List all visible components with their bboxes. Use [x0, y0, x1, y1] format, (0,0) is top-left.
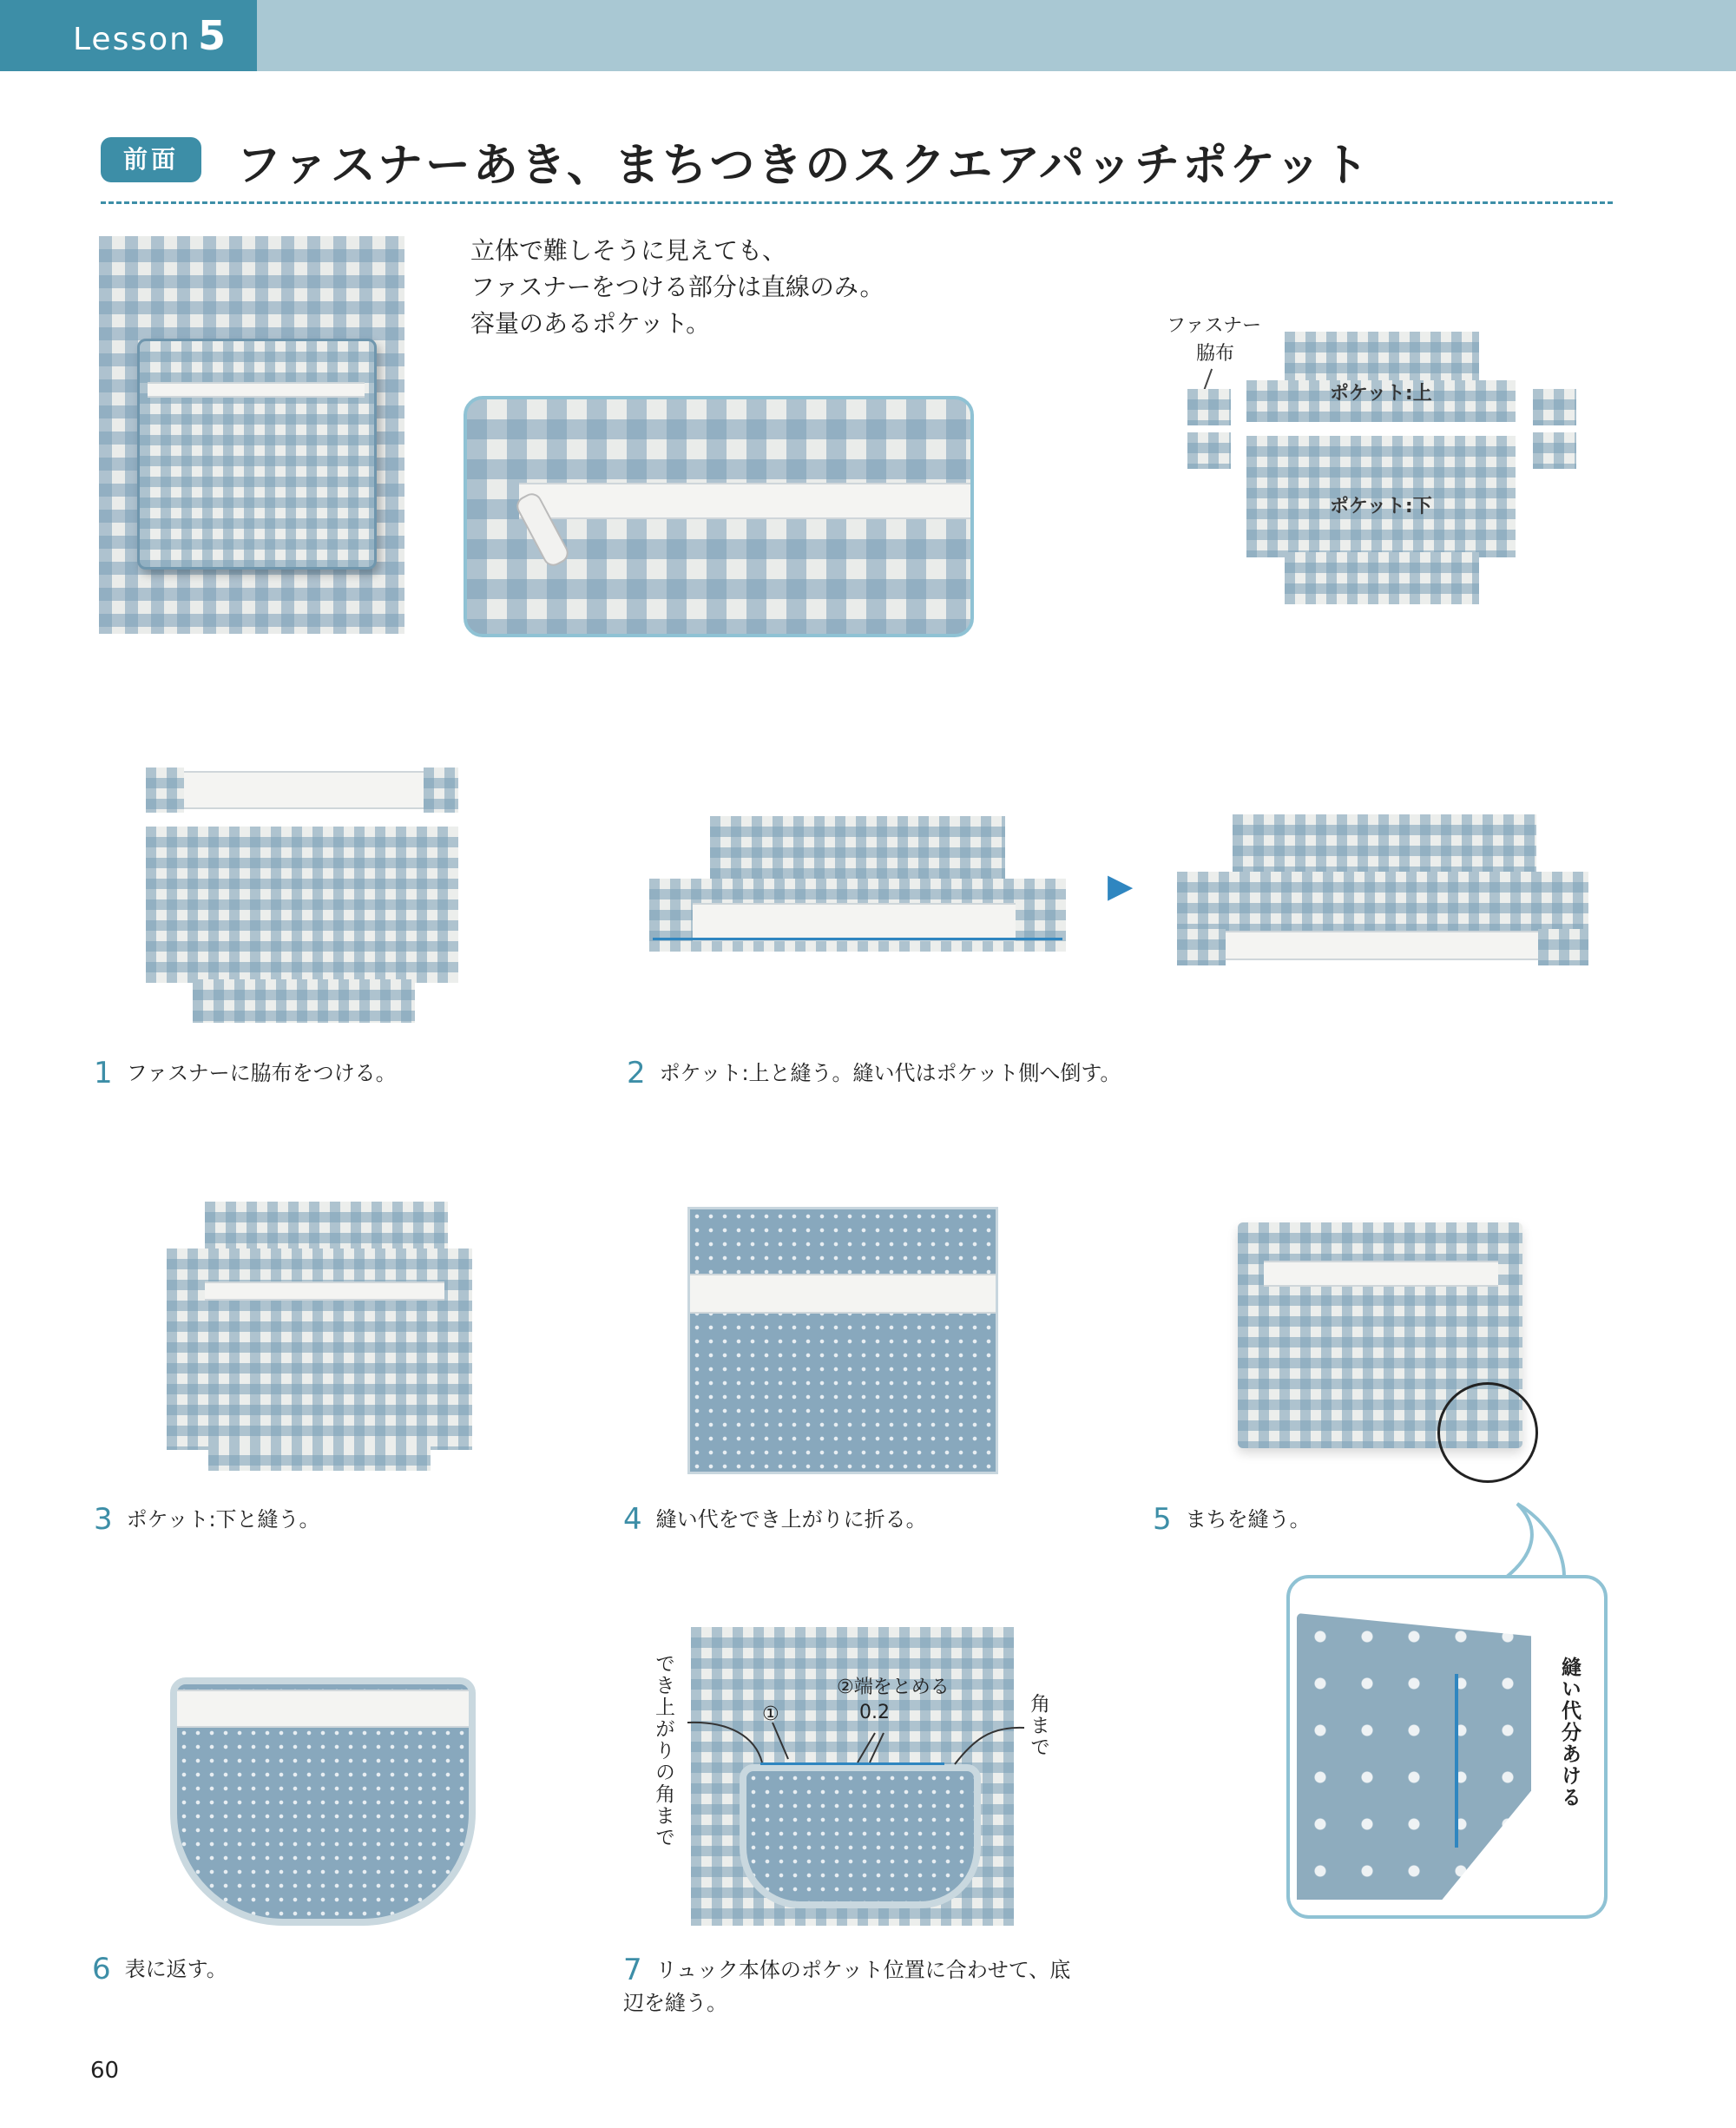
header-bar	[0, 0, 1736, 71]
diagram-label-bottom: ポケット:下	[1330, 496, 1432, 517]
title-divider	[101, 201, 1613, 204]
stitch-line	[653, 938, 1062, 940]
annotation-corner-right: 角まで	[1027, 1693, 1049, 1758]
step-number: 7	[623, 1953, 642, 1987]
pocket-top-piece	[1285, 332, 1479, 384]
step-text: ファスナーに脇布をつける。	[126, 1061, 397, 1085]
step1-pocket-piece	[146, 827, 458, 983]
step-1-caption	[94, 1056, 397, 1090]
step-number: 2	[627, 1056, 646, 1090]
step2b-zipper	[1226, 931, 1538, 960]
seam-closeup-bubble	[1286, 1575, 1608, 1919]
intro-line: 容量のあるポケット。	[470, 309, 711, 338]
annotation-mark1: ①	[762, 1703, 779, 1725]
step3-pocket-top	[205, 1202, 448, 1254]
step1-side-piece	[146, 768, 184, 813]
side-cloth-piece	[1533, 432, 1576, 469]
step-text: 辺を縫う。	[623, 1991, 727, 2015]
pocket-image	[137, 339, 377, 570]
step-number: 1	[94, 1056, 113, 1090]
lesson-number: 5	[197, 12, 227, 59]
intro-line: 立体で難しそうに見えても、	[470, 236, 787, 265]
diagram-label-side: 脇布	[1196, 343, 1235, 365]
bubble-pointer	[1502, 1500, 1571, 1578]
page-title: ファスナーあき、まちつきのスクエアパッチポケット	[236, 140, 1371, 192]
step-text: 表に返す。	[124, 1957, 227, 1981]
step5-zipper	[1264, 1261, 1498, 1287]
zipper-closeup-photo	[464, 396, 974, 637]
closeup-fabric	[1297, 1613, 1531, 1900]
step-number: 6	[92, 1952, 111, 1986]
stitch-line	[1455, 1674, 1458, 1848]
step2b-side-piece	[1177, 929, 1226, 965]
step1-zipper	[184, 771, 424, 809]
lesson-tab	[0, 0, 257, 71]
step-6-caption	[92, 1952, 227, 1986]
annotation-measure: 0.2	[859, 1702, 890, 1723]
diagram-label-zipper: ファスナー	[1167, 315, 1262, 337]
step-text: ポケット:上と縫う。縫い代はポケット側へ倒す。	[659, 1061, 1121, 1085]
step2a-pocket-top	[710, 816, 1005, 882]
step1-side-piece	[424, 768, 458, 813]
step2b-pocket-top	[1233, 814, 1536, 875]
step2a-zipper	[693, 903, 1016, 941]
step4-zipper	[690, 1274, 996, 1314]
pocket-bottom-piece	[1285, 552, 1479, 604]
side-cloth-piece	[1187, 432, 1231, 469]
annotation-leader-lines	[677, 1702, 1042, 1789]
step4-pocket	[687, 1207, 998, 1474]
step-4-caption	[623, 1502, 927, 1537]
arrow-right-icon: ▶	[1108, 866, 1134, 905]
step-5-caption	[1153, 1502, 1311, 1537]
side-cloth-piece	[1533, 389, 1576, 425]
step-text: 縫い代をでき上がりに折る。	[655, 1507, 927, 1532]
annotation-mark2: ②端をとめる	[837, 1677, 950, 1698]
step3-zipper	[205, 1281, 444, 1301]
step-3-caption	[94, 1502, 320, 1537]
step6-pocket	[170, 1677, 476, 1926]
annotation-seam-allowance: 縫い代分あける	[1558, 1657, 1581, 1808]
zipper-image	[148, 382, 365, 398]
step-number: 4	[623, 1502, 642, 1537]
step2b-pocket-piece	[1177, 872, 1588, 932]
hero-photo	[99, 236, 404, 634]
section-badge: 前面	[101, 137, 201, 182]
step-7-caption	[623, 1953, 1070, 2019]
step-text: リュック本体のポケット位置に合わせて、底	[655, 1958, 1071, 1982]
step-2-caption	[627, 1056, 1121, 1090]
step-number: 5	[1153, 1502, 1172, 1537]
detail-circle	[1437, 1382, 1538, 1483]
step3-pocket-body	[167, 1248, 472, 1450]
page-number: 60	[90, 2058, 120, 2084]
step6-zipper	[177, 1690, 469, 1728]
step-text: まちを縫う。	[1185, 1507, 1311, 1532]
step1-pocket-piece	[193, 979, 415, 1023]
step2b-side-piece	[1538, 929, 1588, 965]
lesson-label: Lesson	[73, 22, 191, 57]
step3-pocket-bottom	[208, 1445, 431, 1471]
step-number: 3	[94, 1502, 113, 1537]
intro-text	[470, 233, 884, 342]
intro-line: ファスナーをつける部分は直線のみ。	[470, 273, 884, 301]
zipper-image	[519, 483, 970, 519]
annotation-corner-left: でき上がりの角まで	[652, 1653, 674, 1848]
side-cloth-piece	[1187, 389, 1231, 425]
step-text: ポケット:下と縫う。	[126, 1507, 320, 1532]
diagram-label-top: ポケット:上	[1330, 383, 1432, 405]
